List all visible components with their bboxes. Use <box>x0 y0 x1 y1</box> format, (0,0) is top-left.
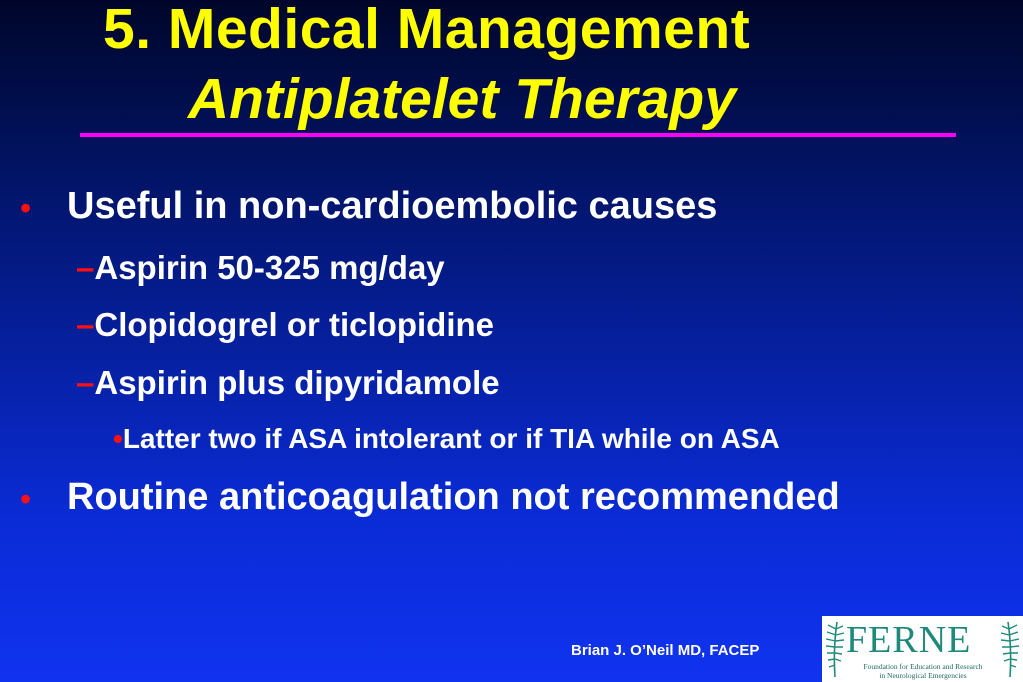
logo-wordmark: FERNE <box>846 619 972 661</box>
bullet-2-text: Routine anticoagulation not recommended <box>67 476 840 518</box>
subsubbullet-1-text: Latter two if ASA intolerant or if TIA while on ASA <box>122 423 780 454</box>
footer-credit: Brian J. O’Neil MD, FACEP <box>571 642 760 659</box>
subbullet-1 <box>76 249 445 287</box>
fern-leaf-icon <box>824 619 846 679</box>
subbullet-3-text: Aspirin plus dipyridamole <box>94 364 500 401</box>
subbullet-2 <box>76 306 494 344</box>
subbullet-3 <box>76 364 500 402</box>
dash-marker: – <box>76 249 95 286</box>
subsubbullet-1 <box>113 423 780 455</box>
logo-tagline-1: Foundation for Education and Research <box>863 662 983 671</box>
fern-leaf-icon <box>999 619 1021 679</box>
title-underline <box>80 133 956 137</box>
logo-tagline-2: in Neurological Emergencies <box>879 671 967 680</box>
bullet-marker: • <box>20 190 32 226</box>
bullet-marker: • <box>113 423 123 454</box>
subbullet-2-text: Clopidogrel or ticlopidine <box>94 306 495 343</box>
slide-subtitle: Antiplatelet Therapy <box>188 67 736 131</box>
slide-title: 5. Medical Management <box>103 0 751 61</box>
ferne-logo <box>822 616 1023 682</box>
dash-marker: – <box>76 306 95 343</box>
bullet-1-text: Useful in non-cardioembolic causes <box>67 185 718 227</box>
subbullet-1-text: Aspirin 50-325 mg/day <box>94 249 445 286</box>
dash-marker: – <box>76 364 95 401</box>
bullet-marker: • <box>20 481 32 517</box>
